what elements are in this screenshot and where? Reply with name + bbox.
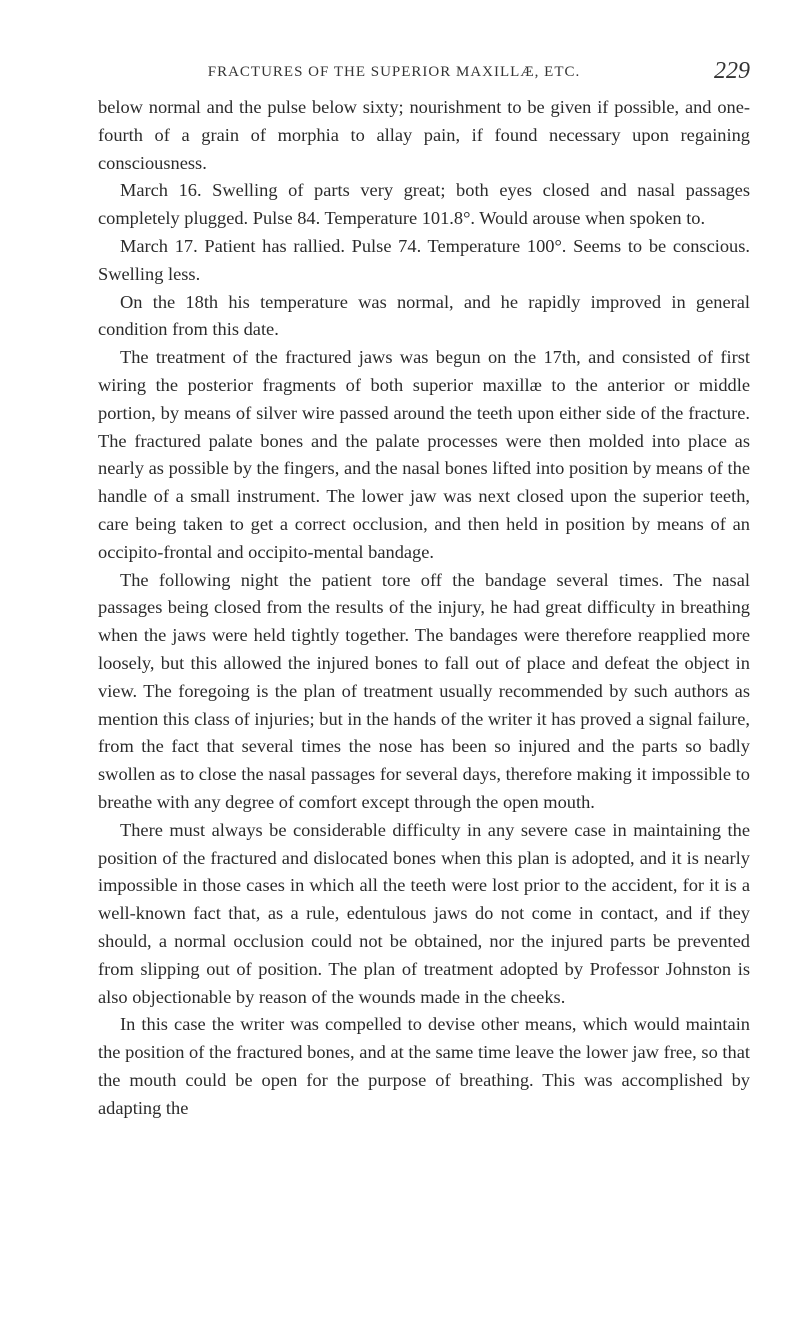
running-head: [98, 60, 750, 84]
paragraph-difficulty: There must always be considerable difficulty in any severe case in maintaining the position of the fractured and dislocated bones when this plan is adopted, and it is nearly impossible in those cases in which all the teeth were lost prior to the accident, for it is a well-known fact that, as a rule, edentulous jaws do not come in contact, and if they should, a normal occlusion could not be obtained, nor the injured parts be prevented from slipping out of position. The plan of treatment adopted by Professor Johnston is also objectionable by reason of the wounds made in the cheeks.: [98, 819, 750, 1007]
paragraph-march-16: March 16. Swelling of parts very great; both eyes closed and nasal passages completely plugged. Pulse 84. Temperature 101.8°. Would arouse when spoken to.: [98, 180, 750, 229]
paragraph-18th: On the 18th his temperature was normal, and he rapidly improved in general condition from this date.: [98, 291, 750, 340]
paragraph-march-17: March 17. Patient has rallied. Pulse 74. Temperature 100°. Seems to be conscious. Swelling less.: [98, 235, 750, 284]
paragraph-continuation: below normal and the pulse below sixty; nourishment to be given if possible, and one-fourth of a grain of morphia to allay pain, if found necessary upon regaining consciousness.: [98, 97, 750, 173]
paragraph-treatment: The treatment of the fractured jaws was begun on the 17th, and consisted of first wiring the posterior fragments of both superior maxillæ to the anterior or middle portion, by means of silver wire passed around the teeth upon either side of the fracture. The fractured palate bones and the palate processes were then molded into place as nearly as possible by the fingers, and the nasal bones lifted into position by means of the handle of a small instrument. The lower jaw was next closed upon the superior teeth, care being taken to get a correct occlusion, and then held in position by means of an occipito-frontal and occipito-mental bandage.: [98, 347, 750, 562]
paragraph-writer-means: In this case the writer was compelled to devise other means, which would maintain the position of the fractured bones, and at the same time leave the lower jaw free, so that the mouth could be open for the purpose of breathing. This was accomplished by adapting the: [98, 1014, 750, 1118]
paragraph-following-night: The following night the patient tore off the bandage several times. The nasal passages being closed from the results of the injury, he had great difficulty in breathing when the jaws were held tightly together. The bandages were therefore reapplied more loosely, but this allowed the injured bones to fall out of place and defeat the object in view. The foregoing is the plan of treatment usually recommended by such authors as mention this class of injuries; but in the hands of the writer it has proved a signal failure, from the fact that several times the nose has been so injured and the parts so badly swollen as to close the nasal passages for several days, therefore making it impossible to breathe with any degree of comfort except through the open mouth.: [98, 569, 750, 812]
body-text: [98, 94, 750, 1122]
running-title: FRACTURES OF THE SUPERIOR MAXILLÆ, ETC.: [207, 64, 581, 80]
page-number: 229: [714, 58, 750, 84]
